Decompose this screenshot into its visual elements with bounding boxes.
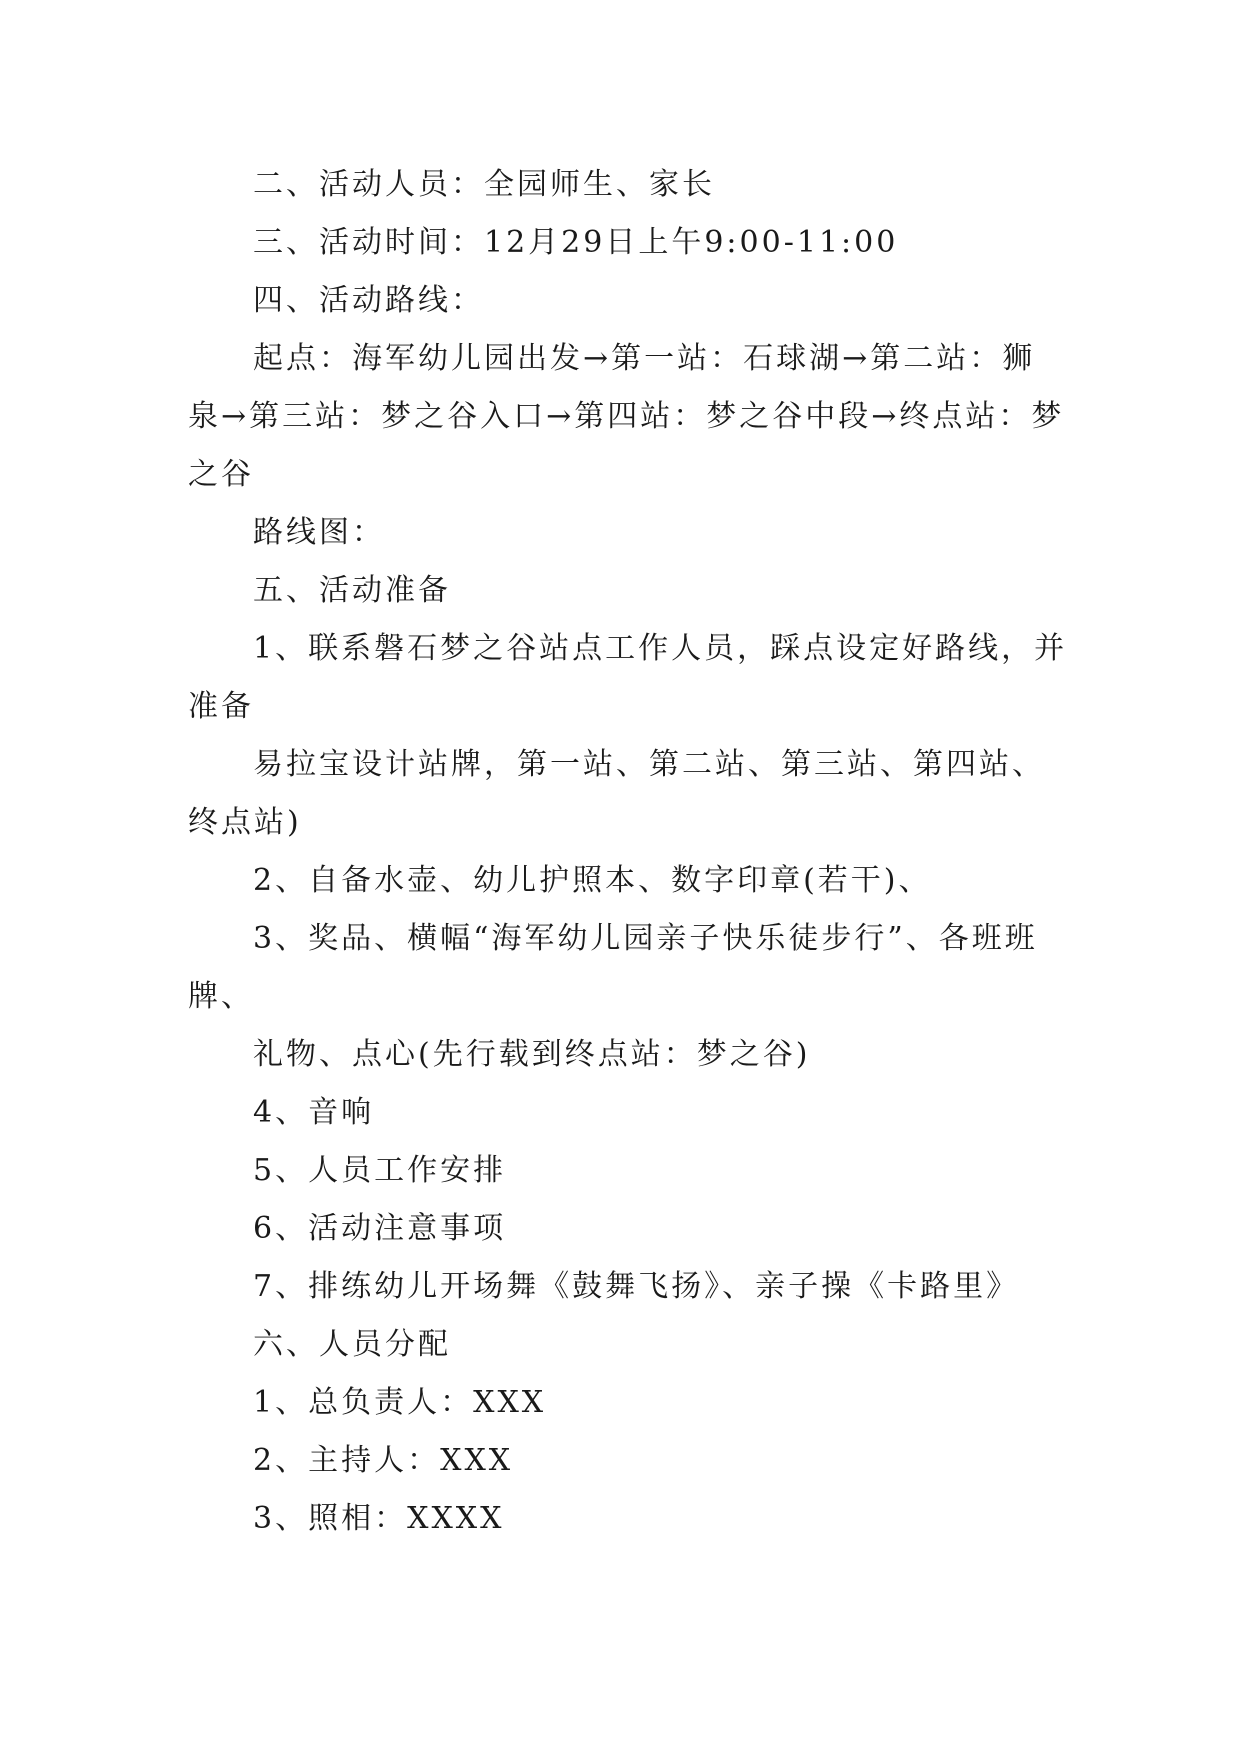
preparation-item-3-continued: 礼物、点心(先行载到终点站：梦之谷) — [253, 1037, 811, 1072]
preparation-item-1: 1、联系磐石梦之谷站点工作人员，踩点设定好路线，并准备 — [188, 631, 1068, 724]
section-preparation-heading: 五、活动准备 — [253, 573, 451, 608]
staffing-item-1: 1、总负责人：XXX — [253, 1385, 547, 1420]
preparation-item-5: 5、人员工作安排 — [253, 1153, 507, 1188]
section-participants: 二、活动人员：全园师生、家长 — [253, 167, 715, 202]
route-map-label: 路线图： — [253, 515, 385, 550]
preparation-item-4: 4、音响 — [253, 1095, 375, 1130]
preparation-item-1-continued: 易拉宝设计站牌，第一站、第二站、第三站、第四站、终点站) — [188, 747, 1045, 840]
staffing-item-2: 2、主持人：XXX — [253, 1443, 514, 1478]
document-body — [188, 156, 1068, 1548]
preparation-item-7: 7、排练幼儿开场舞《鼓舞飞扬》、亲子操《卡路里》 — [253, 1269, 1020, 1304]
route-description: 起点：海军幼儿园出发→第一站：石球湖→第二站：狮泉→第三站：梦之谷入口→第四站：梦之谷中段→终点站：梦之谷 — [188, 341, 1065, 492]
staffing-item-3: 3、照相：XXXX — [253, 1501, 505, 1536]
preparation-item-6: 6、活动注意事项 — [253, 1211, 507, 1246]
preparation-item-2: 2、自备水壶、幼儿护照本、数字印章(若干)、 — [253, 863, 932, 898]
section-staffing-heading: 六、人员分配 — [253, 1327, 451, 1362]
section-time: 三、活动时间：12月29日上午9:00-11:00 — [253, 225, 899, 260]
preparation-item-3: 3、奖品、横幅“海军幼儿园亲子快乐徒步行”、各班班牌、 — [188, 921, 1038, 1014]
section-route-heading: 四、活动路线： — [253, 283, 484, 318]
